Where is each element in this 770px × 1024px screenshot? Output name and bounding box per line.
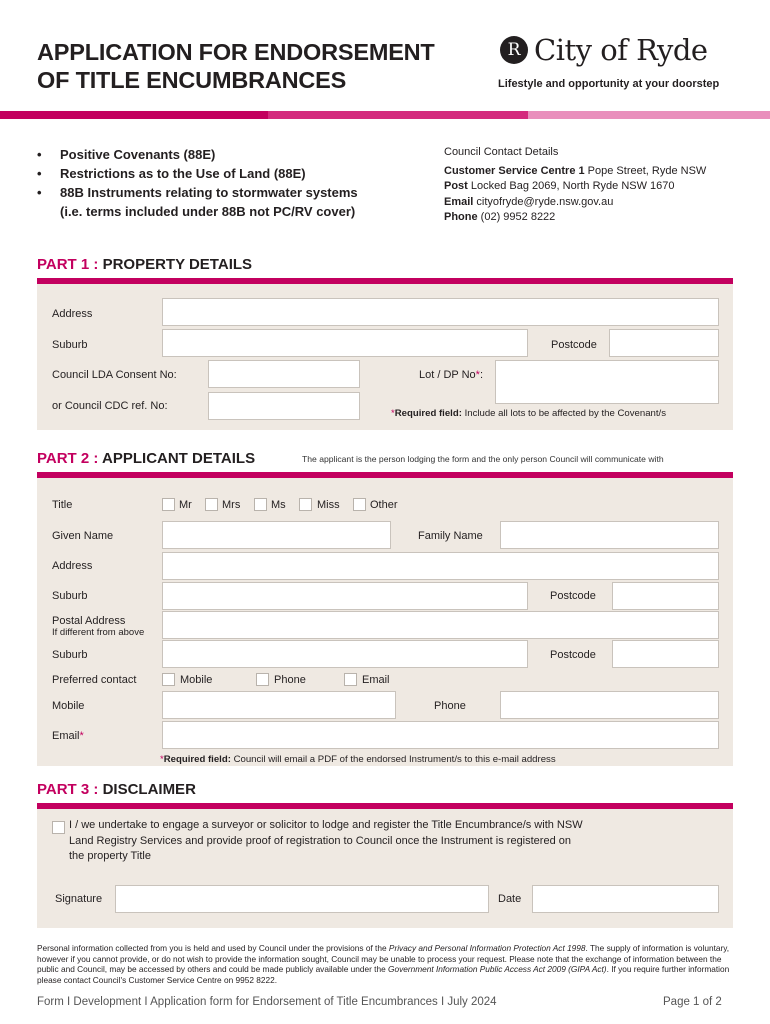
email-required-note: *Required field: Council will email a PDF of the endorsed Instrument/s to this e-mail address [160, 754, 556, 765]
title-mr-checkbox[interactable] [162, 498, 175, 511]
phone-label: Phone [434, 700, 466, 712]
postal-postcode-label: Postcode [550, 649, 596, 661]
email-field[interactable] [162, 721, 719, 749]
council-contact-details [444, 145, 706, 226]
suburb-label: Suburb [52, 339, 88, 351]
header-band-dark [0, 111, 268, 119]
title-ms-label: Ms [271, 499, 286, 511]
applicant-details-section [37, 472, 733, 766]
date-label: Date [498, 893, 522, 905]
lot-dp-label: Lot / DP No*: [419, 369, 484, 381]
title-mrs-checkbox[interactable] [205, 498, 218, 511]
phone-field[interactable] [500, 691, 719, 719]
applicant-address-field[interactable] [162, 552, 719, 580]
title-miss-label: Miss [317, 499, 340, 511]
property-details-section [37, 278, 733, 430]
postcode-field[interactable] [609, 329, 719, 357]
page-number: Page 1 of 2 [663, 996, 722, 1008]
disclaimer-section [37, 803, 733, 928]
pref-email-checkbox[interactable] [344, 673, 357, 686]
postal-address-sublabel: If different from above [52, 627, 145, 638]
header-band-mid [268, 111, 528, 119]
title-ms-checkbox[interactable] [254, 498, 267, 511]
header-band-light [528, 111, 770, 119]
list-item: • Restrictions as to the Use of Land (88E) [37, 164, 417, 183]
contact-email: Email cityofryde@ryde.nsw.gov.au [444, 195, 614, 208]
family-name-label: Family Name [418, 530, 483, 542]
mobile-label: Mobile [52, 700, 85, 712]
pref-mobile-checkbox[interactable] [162, 673, 175, 686]
document-title [37, 38, 435, 94]
title-line-2: OF TITLE ENCUMBRANCES [37, 67, 347, 93]
suburb-field[interactable] [162, 329, 528, 357]
applicant-suburb-label: Suburb [52, 590, 88, 602]
email-label: Email* [52, 730, 84, 742]
contact-phone: Phone (02) 9952 8222 [444, 211, 556, 223]
date-field[interactable] [532, 885, 719, 913]
signature-label: Signature [55, 893, 103, 905]
applicant-postcode-field[interactable] [612, 582, 719, 610]
postal-address-label: Postal Address [52, 615, 126, 627]
postal-suburb-label: Suburb [52, 649, 88, 661]
title-miss-checkbox[interactable] [299, 498, 312, 511]
signature-field[interactable] [115, 885, 489, 913]
pref-email-label: Email [362, 674, 390, 686]
lda-consent-field[interactable] [208, 360, 360, 388]
title-line-1: APPLICATION FOR ENDORSEMENT [37, 39, 435, 65]
pref-mobile-label: Mobile [180, 674, 213, 686]
logo-mark-icon: R [500, 36, 528, 64]
given-name-field[interactable] [162, 521, 391, 549]
part2-heading: PART 2 : APPLICANT DETAILS [37, 450, 256, 467]
address-label: Address [52, 308, 93, 320]
title-mr-label: Mr [179, 499, 192, 511]
pref-phone-label: Phone [274, 674, 306, 686]
title-mrs-label: Mrs [222, 499, 241, 511]
title-other-checkbox[interactable] [353, 498, 366, 511]
tagline: Lifestyle and opportunity at your doorstep [498, 78, 720, 90]
postal-address-field[interactable] [162, 611, 719, 639]
title-other-label: Other [370, 499, 398, 511]
applicant-note: The applicant is the person lodging the form and the only person Council will communicate with [302, 454, 664, 464]
postal-postcode-field[interactable] [612, 640, 719, 668]
part1-heading: PART 1 : PROPERTY DETAILS [37, 256, 253, 273]
family-name-field[interactable] [500, 521, 719, 549]
form-reference: Form I Development I Application form for Endorsement of Title Encumbrances I July 2024 [37, 996, 497, 1008]
disclaimer-text: I / we undertake to engage a surveyor or solicitor to lodge and register the Title Encumbrance/s with NSW Land Registry Services and provide proof of registration to Council once the Instrument is registered on the property Title [69, 819, 583, 862]
list-item: • Positive Covenants (88E) [37, 145, 417, 164]
contact-post: Post Locked Bag 2069, North Ryde NSW 1670 [444, 180, 675, 192]
list-item: • 88B Instruments relating to stormwater systems (i.e. terms included under 88B not PC/RV cover) [37, 183, 417, 221]
lda-consent-label: Council LDA Consent No: [52, 369, 177, 381]
lot-dp-field[interactable] [495, 360, 719, 404]
cdc-ref-label: or Council CDC ref. No: [52, 400, 168, 412]
applicant-suburb-field[interactable] [162, 582, 528, 610]
preferred-contact-label: Preferred contact [52, 674, 137, 686]
postal-suburb-field[interactable] [162, 640, 528, 668]
address-field[interactable] [162, 298, 719, 326]
encumbrance-types-list [37, 145, 417, 221]
required-field-note: *Required field: Include all lots to be affected by the Covenant/s [391, 408, 666, 419]
contact-heading: Council Contact Details [444, 146, 559, 158]
contact-csc: Customer Service Centre 1 Pope Street, Ryde NSW [444, 164, 707, 177]
mobile-field[interactable] [162, 691, 396, 719]
privacy-notice: Personal information collected from you is held and used by Council under the provisions of the Privacy and Personal Information Protection Act 1998. The supply of information is voluntary, however if you cannot provide, or do not wish to provide the information sought, Council may be unable to process your request. Please note that the exchange of information between the public and Council, may be accessed by others and could be made publicly available under the Government Information Public Access Act 2009 (GIPA Act). If you require further information please contact Council's Customer Service Centre on 9952 8222. [37, 943, 730, 985]
cdc-ref-field[interactable] [208, 392, 360, 420]
applicant-address-label: Address [52, 560, 93, 572]
pref-phone-checkbox[interactable] [256, 673, 269, 686]
applicant-postcode-label: Postcode [550, 590, 596, 602]
postcode-label: Postcode [551, 339, 597, 351]
disclaimer-checkbox[interactable] [52, 821, 65, 834]
title-label: Title [52, 499, 73, 511]
logo-text: City of Ryde [534, 33, 708, 67]
given-name-label: Given Name [52, 530, 114, 542]
city-of-ryde-logo [500, 33, 740, 67]
part3-heading: PART 3 : DISCLAIMER [37, 781, 196, 798]
